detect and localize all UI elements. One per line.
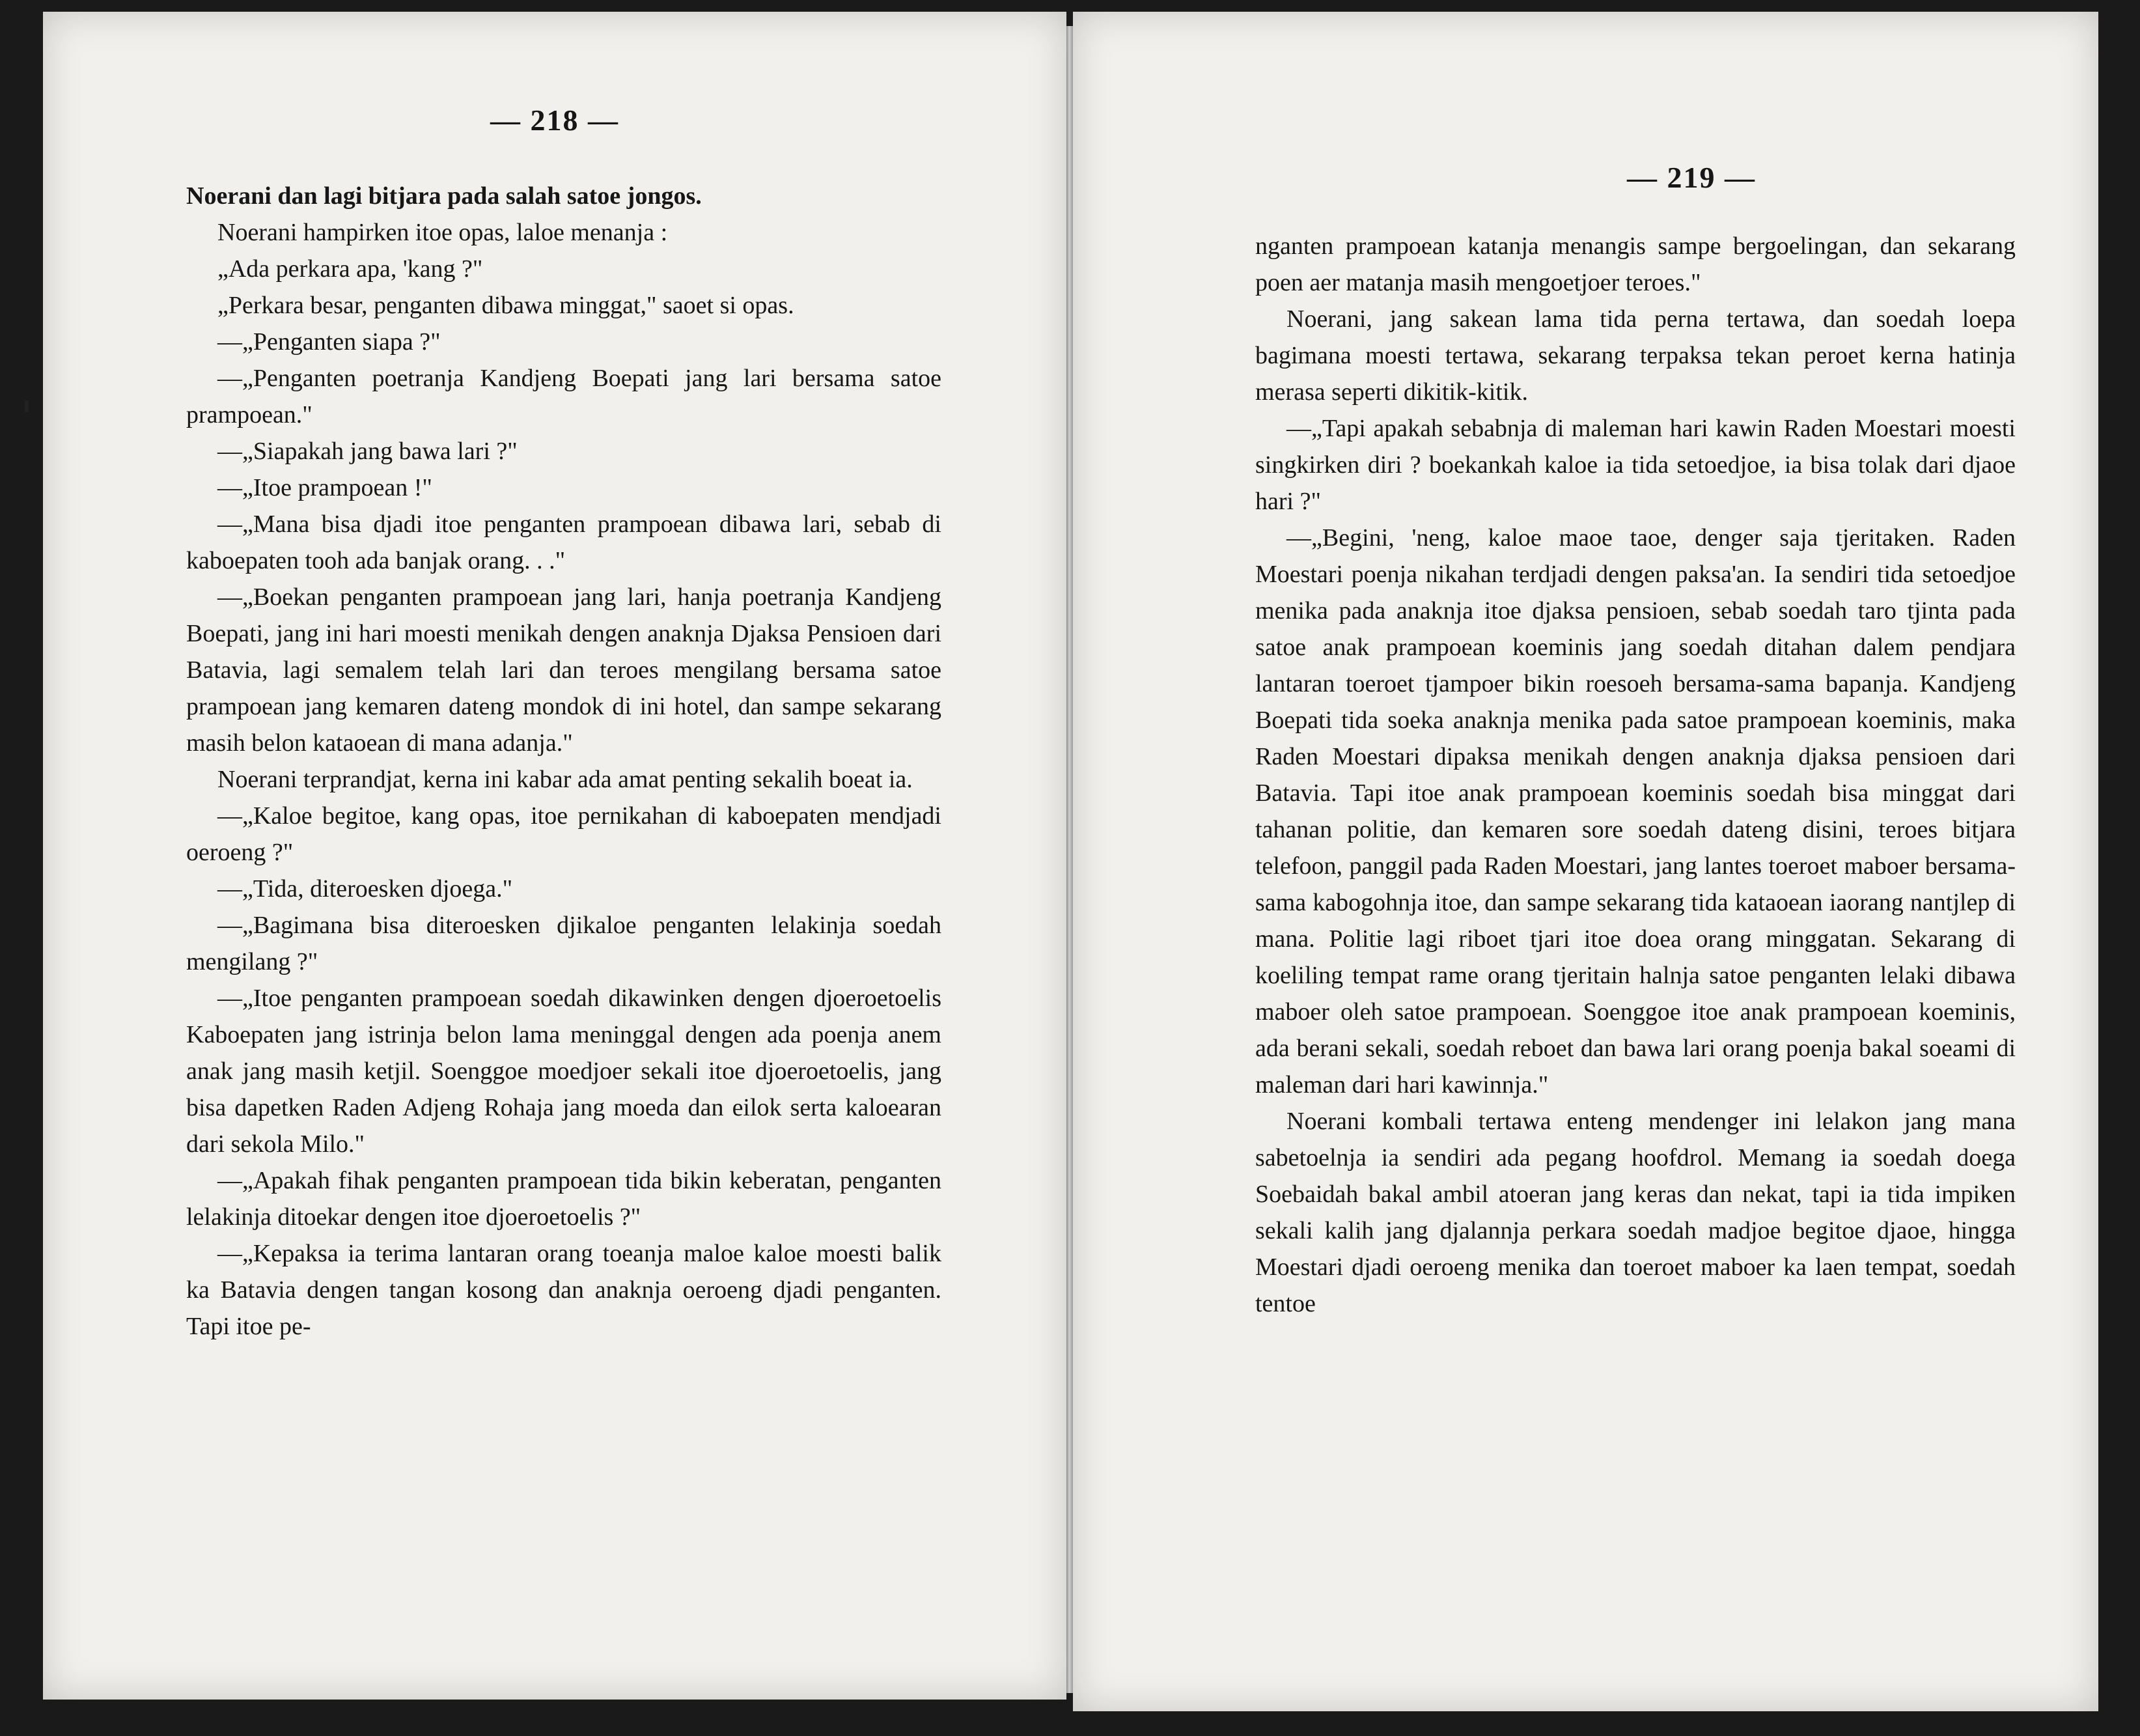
- paragraph: —„Boekan penganten prampoean jang lari, hanja poetranja Kandjeng Boepati, jang ini hari moesti menikah dengen anaknja Djaksa Pensioen dari Batavia, lagi semalem telah lari dan teroes mengilang bersama satoe prampoean jang kemaren dateng mondok di ini hotel, dan sampe sekarang masih belon kataoean di mana adanja.": [186, 583, 941, 757]
- paragraph: Noerani dan lagi bitjara pada salah satoe jongos.: [186, 182, 702, 210]
- page-number: — 219 —: [1627, 161, 1756, 194]
- right-page: [1073, 12, 2098, 1711]
- paragraph: —„Itoe penganten prampoean soedah dikawinken dengen djoeroetoelis Kaboepaten jang istrinja belon lama meninggal dengen ada poenja anem anak jang masih ketjil. Soenggoe moedjoer sekali itoe djoeroetoelis, jang bisa dapetken Raden Adjeng Rohaja jang moeda dan eilok serta kaloearan dari sekola Milo.": [186, 985, 941, 1158]
- paragraph: „Perkara besar, penganten dibawa minggat," saoet si opas.: [217, 292, 794, 319]
- paragraph: Noerani terprandjat, kerna ini kabar ada amat penting sekalih boeat ia.: [217, 766, 913, 793]
- paragraph: „Ada perkara apa, 'kang ?": [217, 255, 483, 283]
- page-body-text: [1255, 228, 2016, 1322]
- paragraph: —„Kaloe begitoe, kang opas, itoe pernikahan di kaboepaten mendjadi oeroeng ?": [186, 802, 941, 866]
- paragraph: —„Penganten siapa ?": [217, 328, 441, 356]
- paragraph: —„Tapi apakah sebabnja di maleman hari kawin Raden Moestari moesti singkirken diri ? boekankah kaloe ia tida setoedjoe, ia bisa tolak dari djaoe hari ?": [1255, 415, 2016, 515]
- paragraph: —„Apakah fihak penganten prampoean tida bikin keberatan, penganten lelakinja ditoekar dengen itoe djoeroetoelis ?": [186, 1167, 941, 1231]
- paragraph: nganten prampoean katanja menangis sampe bergoelingan, dan sekarang poen aer matanja masih mengoetjoer teroes.": [1255, 232, 2016, 296]
- paragraph: —„Kepaksa ia terima lantaran orang toeanja maloe kaloe moesti balik ka Batavia dengen tangan kosong dan anaknja oeroeng djadi penganten. Tapi itoe pe-: [186, 1240, 941, 1340]
- page-number: — 218 —: [490, 104, 619, 137]
- page-body-text: [186, 178, 941, 1345]
- left-page: [43, 12, 1066, 1700]
- scan-mark: [25, 400, 29, 412]
- paragraph: Noerani kombali tertawa enteng mendenger ini lelakon jang mana sabetoelnja ia sendiri ada pegang hoofdrol. Memang ia soedah doega Soebaidah bakal ambil atoeran jang keras dan nekat, tapi ia tida impiken sekali kalih jang djalannja perkara soedah madjoe begitoe djaoe, hingga Moestari djadi oeroeng menika dan toeroet maboer ka laen tempat, soedah tentoe: [1255, 1108, 2016, 1317]
- paragraph: —„Penganten poetranja Kandjeng Boepati jang lari bersama satoe prampoean.": [186, 365, 941, 428]
- paragraph: —„Tida, diteroesken djoega.": [217, 875, 513, 903]
- paragraph: —„Mana bisa djadi itoe penganten prampoean dibawa lari, sebab di kaboepaten tooh ada banjak orang. . .": [186, 511, 941, 574]
- paragraph: —„Siapakah jang bawa lari ?": [217, 438, 518, 465]
- paragraph: Noerani, jang sakean lama tida perna tertawa, dan soedah loepa bagimana moesti tertawa, sekarang terpaksa tekan peroet kerna hatinja merasa seperti dikitik-kitik.: [1255, 305, 2016, 406]
- paragraph: —„Itoe prampoean !": [217, 474, 432, 501]
- paragraph: —„Bagimana bisa diteroesken djikaloe penganten lelakinja soedah mengilang ?": [186, 912, 941, 975]
- paragraph: Noerani hampirken itoe opas, laloe menanja :: [217, 219, 668, 246]
- paragraph: —„Begini, 'neng, kaloe maoe taoe, denger saja tjeritaken. Raden Moestari poenja nikahan terdjadi dengen paksa'an. Ia sendiri tida setoedjoe menika pada anaknja itoe djaksa pensioen, sebab soedah taro tjinta pada satoe anak prampoean koeminis jang soedah ditahan dalem pendjara lantaran toeroet tjampoer bikin roesoeh bersama-sama bapanja. Kandjeng Boepati tida soeka anaknja menika pada satoe prampoean koeminis, maka Raden Moestari dipaksa menikah dengen anaknja djaksa pensioen dari Batavia. Tapi itoe anak prampoean koeminis soedah bisa minggat dari tahanan politie, dan kemaren sore soedah dateng disini, teroes bitjara telefoon, panggil pada Raden Moestari, jang lantes toeroet maboer bersama-sama kabogohnja itoe, dan sampe sekarang tida kataoean iaorang nantjlep di mana. Politie lagi riboet tjari itoe doea orang minggatan. Sekarang di koeliling tempat rame orang tjeritain halnja satoe penganten lelaki dibawa maboer oleh satoe prampoean. Soenggoe itoe anak prampoean koeminis, ada berani sekali, soedah reboet dan bawa lari orang poenja bakal soeami di maleman dari hari kawinnja.": [1255, 524, 2016, 1099]
